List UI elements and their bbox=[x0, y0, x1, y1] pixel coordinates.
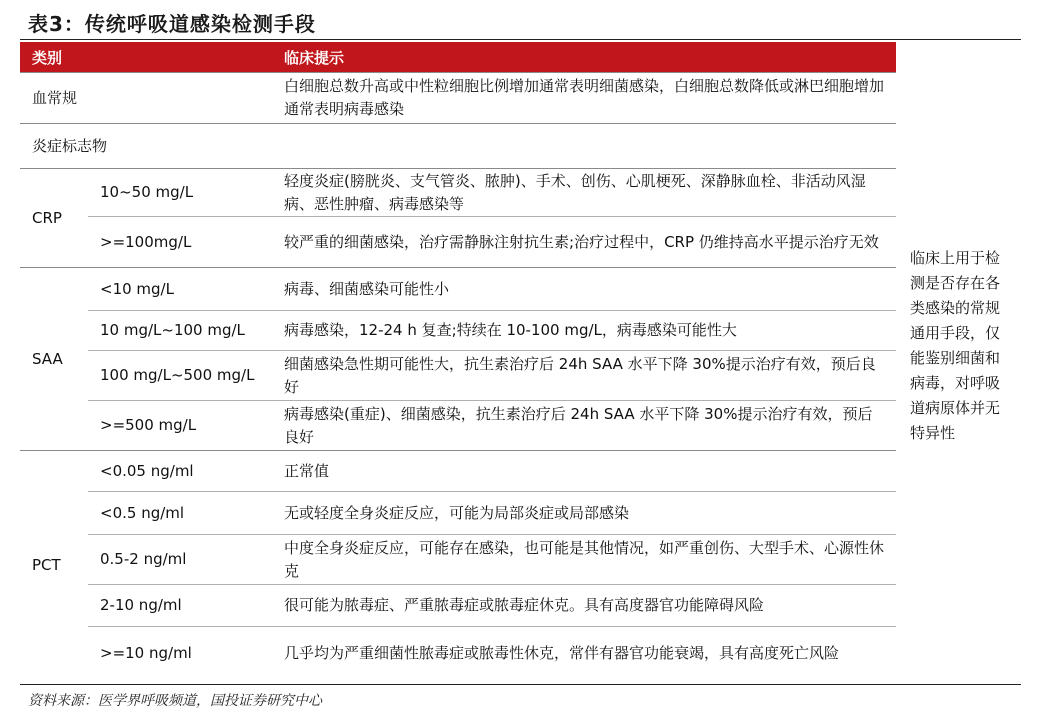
row-crp-2 bbox=[20, 217, 896, 268]
row-blood-routine bbox=[20, 73, 896, 124]
row-inflammation-markers bbox=[20, 124, 896, 169]
saa-range: 100 mg/L~500 mg/L bbox=[100, 366, 255, 384]
saa-range: <10 mg/L bbox=[100, 279, 174, 298]
row-saa-2 bbox=[20, 311, 896, 351]
saa-text: 病毒感染(重症)、细菌感染，抗生素治疗后 24h SAA 水平下降 30%提示治疗有效，预后良好 bbox=[284, 404, 873, 446]
header-clinical-hint: 临床提示 bbox=[272, 42, 896, 73]
saa-text: 病毒感染，12-24 h 复查;特续在 10-100 mg/L，病毒感染可能性大 bbox=[284, 321, 737, 339]
crp-text: 较严重的细菌感染，治疗需静脉注射抗生素;治疗过程中，CRP 仍维持高水平提示治疗无效 bbox=[284, 232, 879, 251]
crp-range: >=100mg/L bbox=[100, 232, 192, 251]
row-pct-4 bbox=[20, 585, 896, 627]
inflammation-markers-text bbox=[272, 124, 896, 169]
saa-text: 细菌感染急性期可能性大，抗生素治疗后 24h SAA 水平下降 30%提示治疗有效，预后良好 bbox=[284, 354, 876, 396]
pct-text: 无或轻度全身炎症反应，可能为局部炎症或局部感染 bbox=[284, 503, 630, 522]
pct-text: 中度全身炎症反应，可能存在感染，也可能是其他情况，如严重创伤、大型手术、心源性休克 bbox=[284, 538, 885, 580]
pct-text: 几乎均为严重细菌性脓毒症或脓毒性休克，常伴有器官功能衰竭，具有高度死亡风险 bbox=[284, 643, 840, 662]
bottom-rule bbox=[20, 684, 1021, 685]
header-category: 类别 bbox=[20, 42, 272, 73]
saa-label: SAA bbox=[32, 349, 63, 368]
row-crp-1 bbox=[20, 169, 896, 217]
blood-routine-text: 白细胞总数升高或中性粒细胞比例增加通常表明细菌感染，白细胞总数降低或淋巴细胞增加通常表明病毒感染 bbox=[284, 77, 885, 118]
pct-range: 2-10 ng/ml bbox=[100, 596, 182, 614]
side-note: 临床上用于检测是否存在各类感染的常规通用手段，仅能鉴别细菌和病毒，对呼吸道病原体并无特异性 bbox=[910, 249, 1001, 442]
pct-label: PCT bbox=[32, 555, 61, 574]
table-header-row bbox=[20, 42, 896, 73]
top-rule bbox=[20, 39, 1021, 40]
pct-range: >=10 ng/ml bbox=[100, 643, 192, 662]
crp-text: 轻度炎症(膀胱炎、支气管炎、脓肿)、手术、创伤、心肌梗死、深静脉血栓、非活动风湿病、恶性肿瘤、病毒感染等 bbox=[284, 171, 866, 213]
row-pct-2 bbox=[20, 492, 896, 535]
table-title: 表3：传统呼吸道感染检测手段 bbox=[28, 12, 316, 36]
row-saa-4 bbox=[20, 401, 896, 451]
saa-text: 病毒、细菌感染可能性小 bbox=[284, 279, 450, 298]
source-note: 资料来源：医学界呼吸频道，国投证券研究中心 bbox=[28, 693, 322, 709]
row-saa-3 bbox=[20, 351, 896, 401]
saa-range: >=500 mg/L bbox=[100, 416, 197, 434]
pct-range: <0.05 ng/ml bbox=[100, 461, 194, 480]
pct-text: 正常值 bbox=[284, 461, 330, 480]
blood-routine-label: 血常规 bbox=[32, 88, 78, 107]
row-saa-1 bbox=[20, 268, 896, 311]
crp-range: 10~50 mg/L bbox=[100, 183, 194, 201]
saa-range: 10 mg/L~100 mg/L bbox=[100, 321, 245, 339]
detection-methods-table bbox=[20, 42, 896, 680]
row-pct-5 bbox=[20, 627, 896, 680]
row-pct-1 bbox=[20, 451, 896, 492]
inflammation-markers-label: 炎症标志物 bbox=[32, 136, 108, 155]
row-pct-3 bbox=[20, 535, 896, 585]
pct-range: 0.5-2 ng/ml bbox=[100, 550, 187, 568]
crp-label: CRP bbox=[32, 208, 62, 227]
pct-range: <0.5 ng/ml bbox=[100, 503, 185, 522]
pct-text: 很可能为脓毒症、严重脓毒症或脓毒症休克。具有高度器官功能障碍风险 bbox=[284, 596, 765, 614]
